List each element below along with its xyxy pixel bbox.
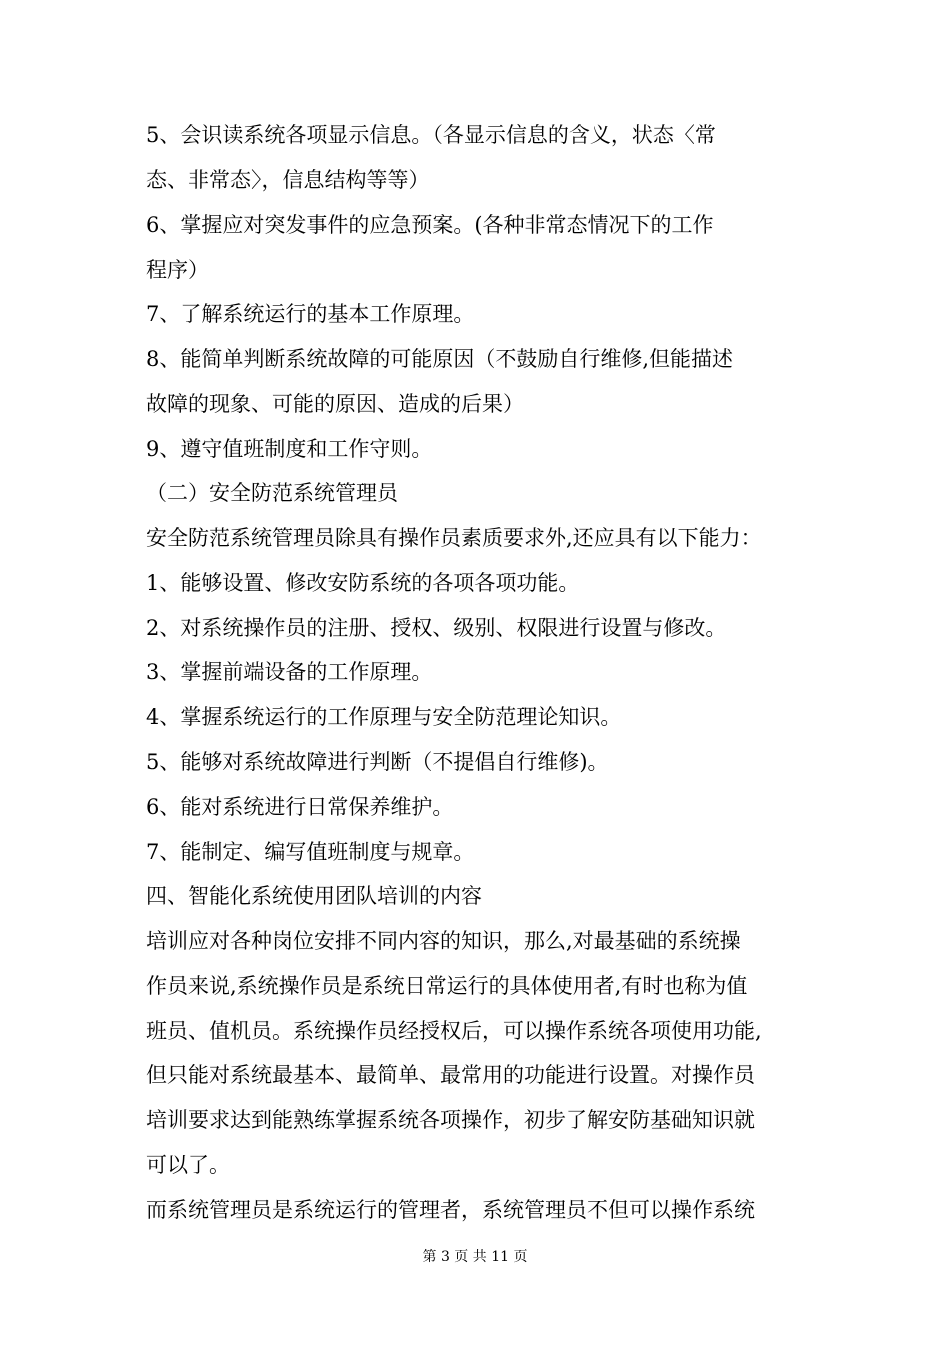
text-line: 而系统管理员是系统运行的管理者，系统管理员不但可以操作系统: [146, 1198, 755, 1222]
text-line: 但只能对系统最基本、最简单、最常用的功能进行设置。对操作员: [146, 1063, 755, 1087]
text-line: 7、能制定、编写值班制度与规章。: [146, 840, 475, 864]
text-line: 安全防范系统管理员除具有操作员素质要求外,还应具有以下能力：: [146, 526, 762, 550]
text-line: 3、掌握前端设备的工作原理。: [146, 660, 433, 684]
text-line: 态、非常态〉，信息结构等等）: [146, 168, 430, 192]
text-line: 培训应对各种岗位安排不同内容的知识，那么,对最基础的系统操: [146, 929, 741, 953]
text-line: 程序）: [146, 258, 209, 282]
section-heading: 四、智能化系统使用团队培训的内容: [146, 884, 482, 908]
text-line: 6、能对系统进行日常保养维护。: [146, 795, 454, 819]
text-line: 4、掌握系统运行的工作原理与安全防范理论知识。: [146, 705, 622, 729]
text-line: 培训要求达到能熟练掌握系统各项操作，初步了解安防基础知识就: [146, 1108, 755, 1132]
text-line: 5、会识读系统各项显示信息。（各显示信息的含义，状态〈常: [146, 123, 716, 147]
text-line: 班员、值机员。系统操作员经授权后，可以操作系统各项使用功能,: [146, 1019, 762, 1043]
text-line: 9、遵守值班制度和工作守则。: [146, 437, 433, 461]
text-line: 7、了解系统运行的基本工作原理。: [146, 302, 475, 326]
page-footer: 第 3 页 共 11 页: [422, 1249, 528, 1265]
text-line: 6、掌握应对突发事件的应急预案。(各种非常态情况下的工作: [146, 213, 714, 237]
text-line: 2、对系统操作员的注册、授权、级别、权限进行设置与修改。: [146, 616, 727, 640]
text-line: 1、能够设置、修改安防系统的各项各项功能。: [146, 571, 580, 595]
text-line: 可以了。: [146, 1153, 230, 1177]
text-line: 8、能简单判断系统故障的可能原因（不鼓励自行维修,但能描述: [146, 347, 734, 371]
text-line: 5、能够对系统故障进行判断（不提倡自行维修)。: [146, 750, 609, 774]
text-line: 作员来说,系统操作员是系统日常运行的具体使用者,有时也称为值: [146, 974, 748, 998]
section-heading: （二）安全防范系统管理员: [146, 481, 398, 505]
text-line: 故障的现象、可能的原因、造成的后果）: [146, 392, 524, 416]
